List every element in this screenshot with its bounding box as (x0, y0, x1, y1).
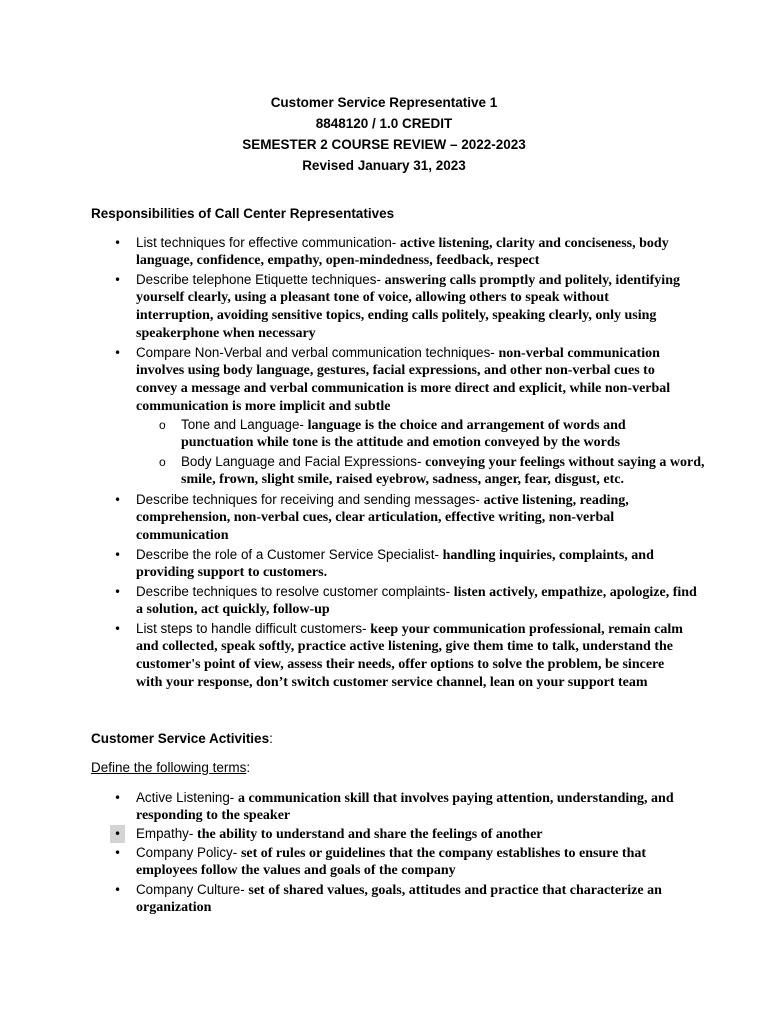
list-item: • Describe the role of a Customer Service Specialist- handling inquiries, complaints, and providing support to customers. (114, 547, 654, 580)
list-item: • List steps to handle difficult customers- keep your communication professional, remain calm and collected, speak softly, practice active listening, give them time to talk, understand the customer's point of view, assess their needs, offer options to solve the problem, be sincere with your response, don’t switch customer service channel, lean on your support team (114, 621, 683, 690)
course-title: Customer Service Representative 1 (270, 95, 498, 110)
list-item: • Company Policy- set of rules or guidelines that the company establishes to ensure that employees follow the values and goals of the company (114, 845, 647, 878)
list-item: • Active Listening- a communication skill that involves paying attention, understanding, and responding to the speaker (114, 790, 674, 823)
bullet-icon: • (114, 585, 122, 599)
list-item: • Empathy- the ability to understand and share the feelings of another (136, 825, 684, 843)
list-item: • Company Culture- set of shared values, goals, attitudes and practice that characterize an organization (114, 882, 662, 915)
sub-list-item: o Tone and Language- language is the choice and arrangement of words and punctuation while tone is the attitude and emotion conveyed by the words (159, 417, 626, 450)
section-heading-activities: Customer Service Activities: (91, 731, 273, 746)
bullet-icon: • (114, 791, 122, 805)
bullet-icon: • (114, 883, 122, 897)
course-review-title: SEMESTER 2 COURSE REVIEW – 2022-2023 (242, 137, 526, 152)
section-heading-responsibilities: Responsibilities of Call Center Representatives (91, 206, 395, 221)
list-item: • Describe techniques to resolve customer complaints- listen actively, empathize, apologize, find a solution, act quickly, follow-up (114, 584, 697, 617)
list-item: • List techniques for effective communication- active listening, clarity and conciseness, body language, confidence, empathy, open-mindedness, feedback, respect (114, 235, 669, 268)
circle-bullet-icon: o (159, 418, 166, 432)
bullet-icon: • (114, 346, 122, 360)
list-item: • Describe telephone Etiquette techniques- answering calls promptly and politely, identifying yourself clearly, using a pleasant tone of voice, allowing others to speak without interruption, avoiding sensitive topics, ending calls politely, speaking clearly, only using speakerphone when necessary (114, 272, 680, 341)
sub-list-item: o Body Language and Facial Expressions- conveying your feelings without saying a word, smile, frown, slight smile, raised eyebrow, sadness, anger, fear, disgust, etc. (159, 454, 705, 487)
circle-bullet-icon: o (159, 455, 166, 469)
course-code: 8848120 / 1.0 CREDIT (315, 116, 453, 131)
bullet-icon: • (114, 846, 122, 860)
bullet-icon: • (114, 273, 122, 287)
list-item: • Describe techniques for receiving and sending messages- active listening, reading, comprehension, non-verbal cues, clear articulation, effective writing, non-verbal communication (114, 492, 629, 543)
bullet-icon: • (114, 548, 122, 562)
list-item: • Compare Non-Verbal and verbal communication techniques- non-verbal communication involves using body language, gestures, facial expressions, and other non-verbal cues to convey a message and verbal communication is more direct and explicit, while non-verbal communication is more implicit and subtle (114, 345, 671, 414)
revised-date: Revised January 31, 2023 (302, 158, 466, 173)
define-terms-label: Define the following terms: (91, 760, 251, 775)
bullet-icon: • (114, 493, 122, 507)
bullet-icon: • (114, 622, 122, 636)
bullet-icon: • (110, 825, 125, 843)
bullet-icon: • (114, 236, 122, 250)
